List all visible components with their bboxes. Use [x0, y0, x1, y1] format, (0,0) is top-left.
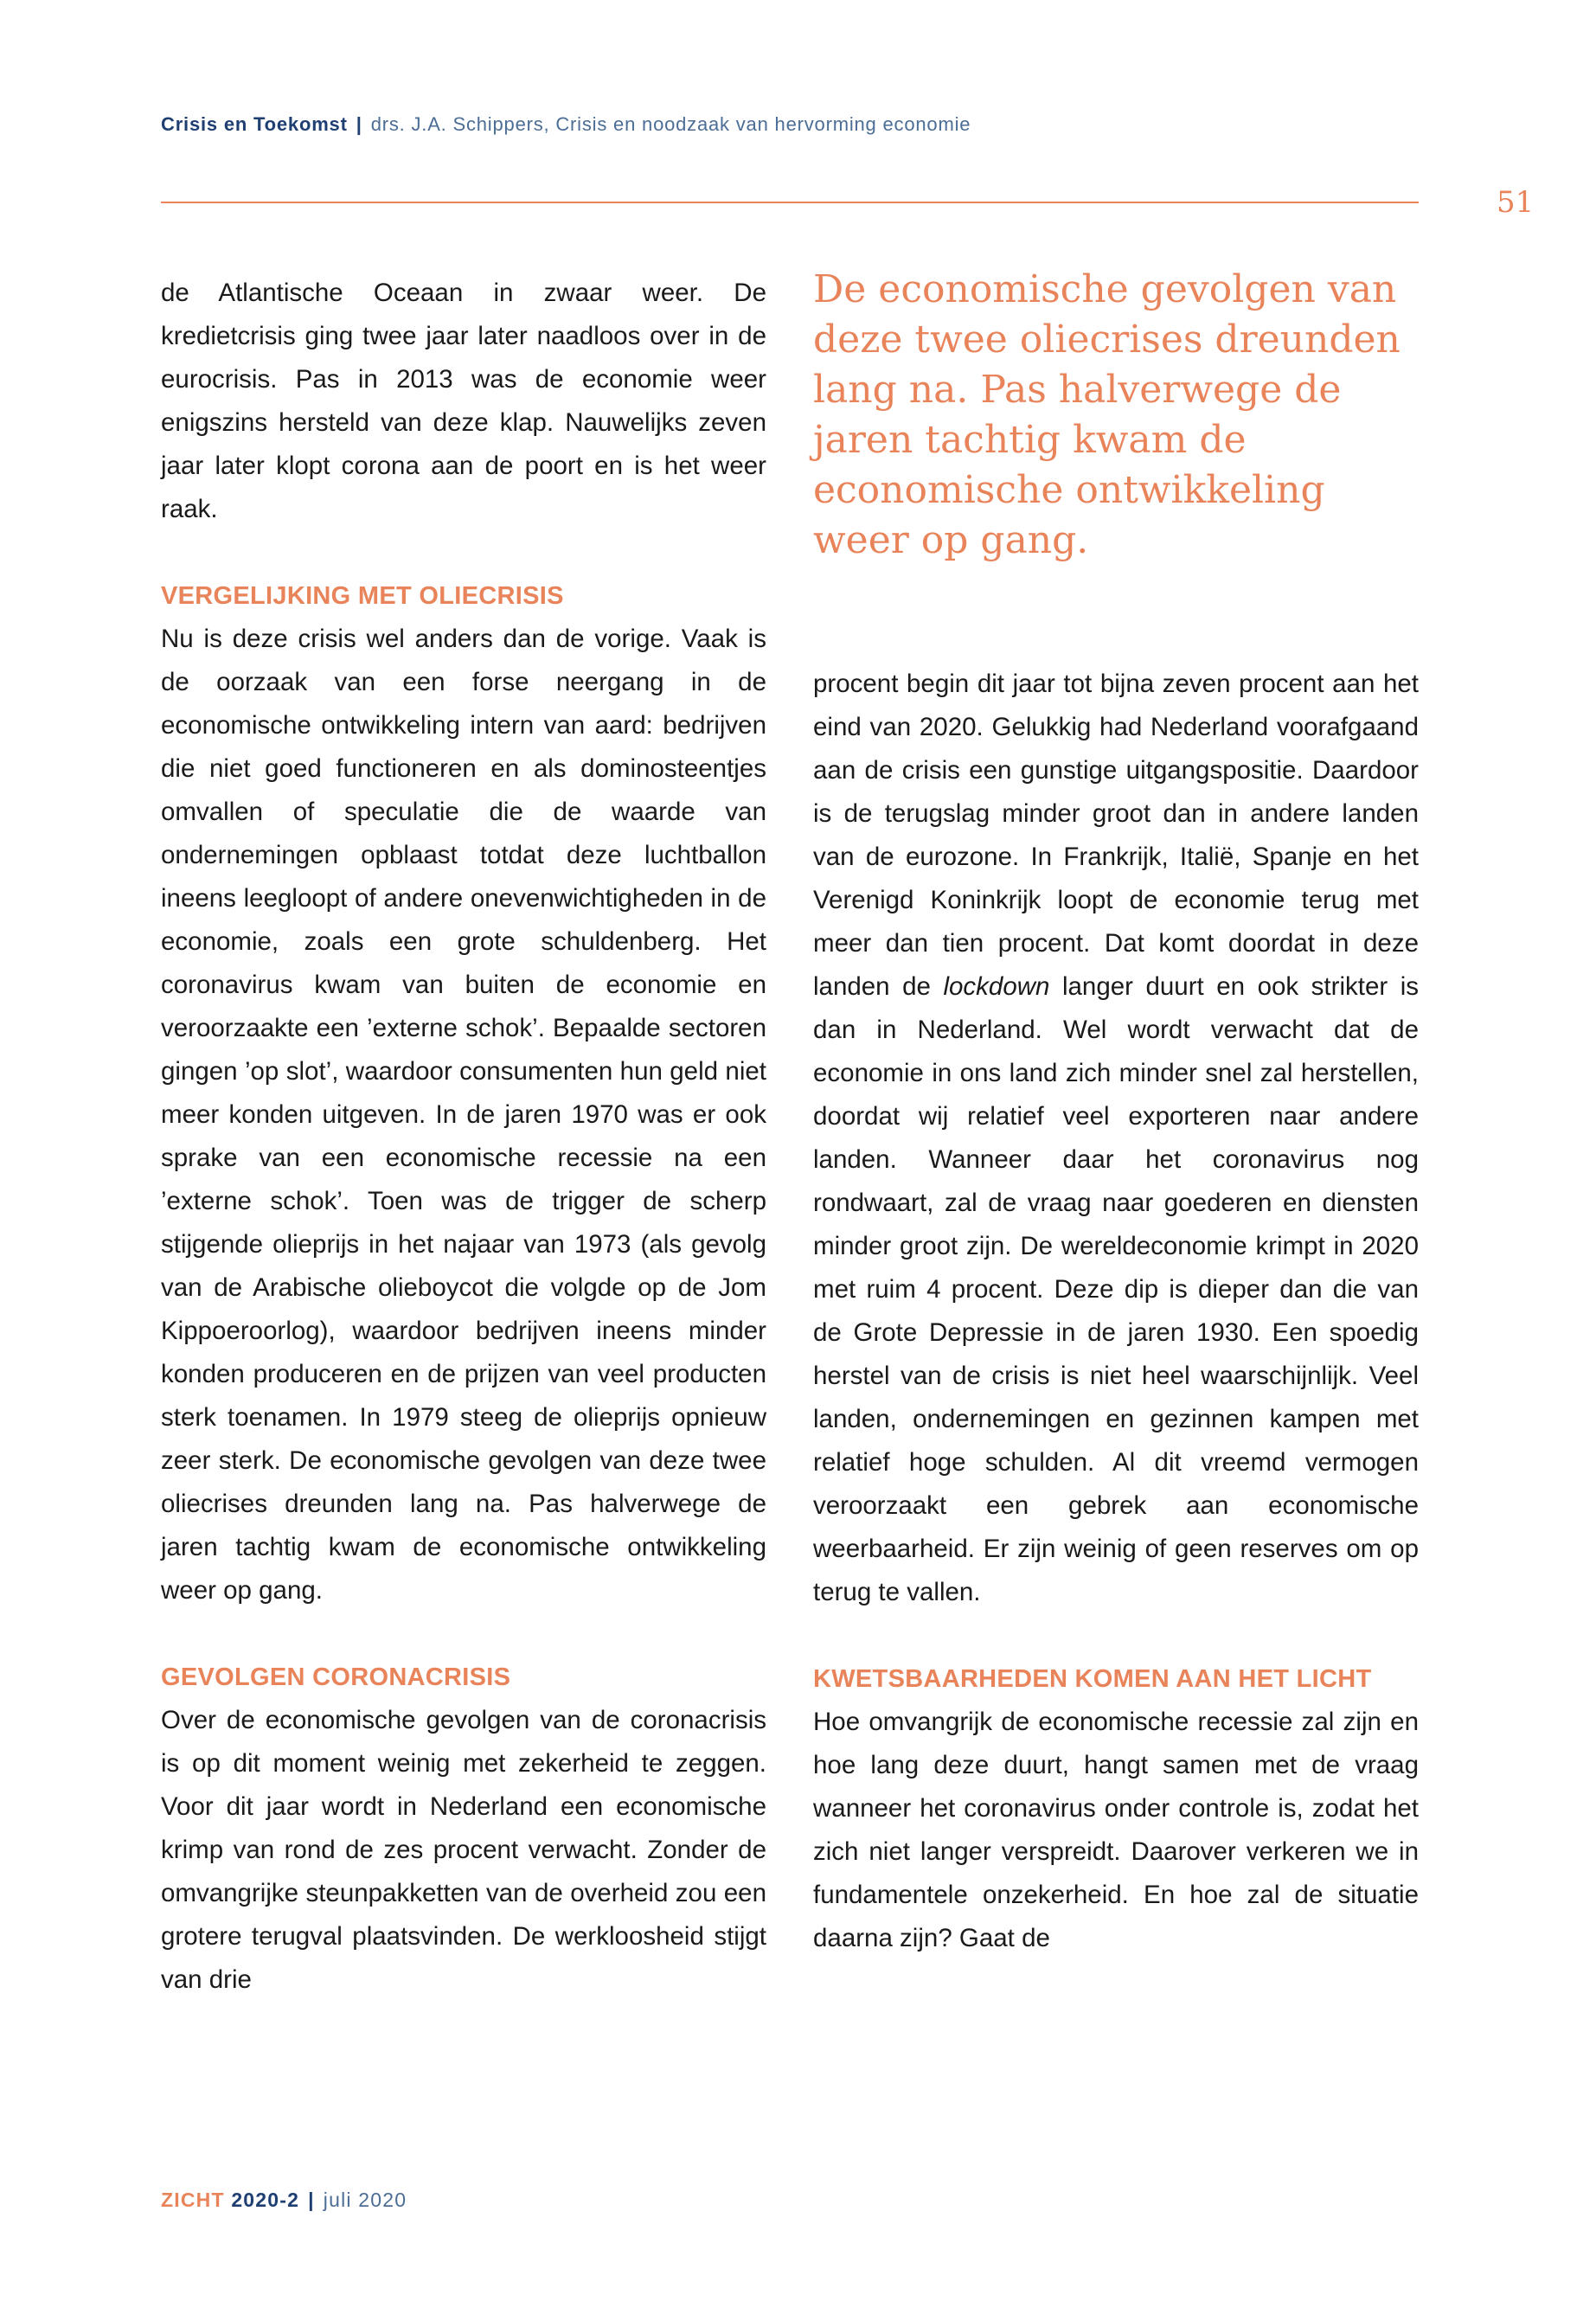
- footer-date: juli 2020: [323, 2189, 407, 2211]
- paragraph-spacer: [161, 1612, 766, 1656]
- pull-quote: De economische gevolgen van deze twee oliecrises dreunden lang na. Pas halverwege de jaren tachtig kwam de economische ontwikkeling weer op gang.: [813, 267, 1401, 562]
- header-article-title: drs. J.A. Schippers, Crisis en noodzaak van hervorming economie: [370, 113, 971, 135]
- footer-magazine-name: ZICHT: [161, 2189, 225, 2211]
- left-column: [161, 272, 766, 2002]
- paragraph-spacer: [813, 1614, 1419, 1657]
- left-intro-paragraph: de Atlantische Oceaan in zwaar weer. De kredietcrisis ging twee jaar later naadloos over in de eurocrisis. Pas in 2013 was de economie weer enigszins hersteld van deze klap. Nauwelijks zeven jaar later klopt corona aan de poort en is het weer raak.: [161, 279, 766, 523]
- right-paragraph-text-before: procent begin dit jaar tot bijna zeven procent aan het eind van 2020. Gelukkig had Nederland voorafgaand aan de crisis een gunstige uitgangspositie. Daardoor is de terugslag minder groot dan in andere landen van de eurozone. In Frankrijk, Italië, Spanje en het Verenigd Koninkrijk loopt de economie terug met meer dan tien procent. Dat komt doordat in deze landen de: [813, 670, 1419, 1001]
- section-heading-oliecrisis: VERGELIJKING MET OLIECRISIS: [161, 582, 564, 610]
- section-heading-kwetsbaarheden: KWETSBAARHEDEN KOMEN AAN HET LICHT: [813, 1665, 1372, 1693]
- left-paragraph-coronacrisis: Over de economische gevolgen van de coronacrisis is op dit moment weinig met zekerheid te zeggen. Voor dit jaar wordt in Nederland een economische krimp van rond de zes procent verwacht. Zonder de omvangrijke steunpakketten van de overheid zou een grotere terugval plaatsvinden. De werkloosheid stijgt van drie: [161, 1706, 766, 1994]
- italic-term-lockdown: lockdown: [943, 972, 1050, 1001]
- paragraph-spacer: [161, 531, 766, 574]
- footer-separator: |: [308, 2189, 315, 2211]
- running-header: [161, 113, 971, 136]
- header-rule: [161, 202, 1419, 203]
- running-footer: [161, 2189, 407, 2212]
- right-paragraph-kwetsbaarheden: Hoe omvangrijk de economische recessie zal zijn en hoe lang deze duurt, hangt samen met de vraag wanneer het coronavirus onder controle is, zodat het zich niet langer verspreidt. Daarover verkeren we in fundamentele onzekerheid. En hoe zal de situatie daarna zijn? Gaat de: [813, 1708, 1419, 1952]
- right-column: [813, 663, 1419, 1960]
- right-paragraph-continuation: [813, 663, 1419, 1614]
- footer-issue-number: 2020-2: [231, 2189, 300, 2211]
- section-heading-coronacrisis: GEVOLGEN CORONACRISIS: [161, 1663, 511, 1691]
- page-number: 51: [1497, 185, 1535, 220]
- left-paragraph-oliecrisis: Nu is deze crisis wel anders dan de vorige. Vaak is de oorzaak van een forse neergang in de economische ontwikkeling intern van aard: bedrijven die niet goed functioneren en als dominosteentjes omvallen of speculatie die de waarde van ondernemingen opblaast totdat deze luchtballon ineens leegloopt of andere onevenwichtigheden in de economie, zoals een grote schuldenberg. Het coronavirus kwam van buiten de economie en veroorzaakte een ’externe schok’. Bepaalde sectoren gingen ’op slot’, waardoor consumenten hun geld niet meer konden uitgeven. In de jaren 1970 was er ook sprake van een economische recessie na een ’externe schok’. Toen was de trigger de scherp stijgende olieprijs in het najaar van 1973 (als gevolg van de Arabische olieboycot die volgde op de Jom Kippoeroorlog), waardoor bedrijven ineens minder konden produceren en de prijzen van veel producten sterk toenamen. In 1979 steeg de olieprijs opnieuw zeer sterk. De economische gevolgen van deze twee oliecrises dreunden lang na. Pas halverwege de jaren tachtig kwam de economische ontwikkeling weer op gang.: [161, 625, 766, 1605]
- right-paragraph-text-after: langer duurt en ook strikter is dan in Nederland. Wel wordt verwacht dat de economie in ons land zich minder snel zal herstellen, doordat wij relatief veel exporteren naar andere landen. Wanneer daar het coronavirus nog rondwaart, zal de vraag naar goederen en diensten minder groot zijn. De wereldeconomie krimpt in 2020 met ruim 4 procent. Deze dip is dieper dan die van de Grote Depressie in de jaren 1930. Een spoedig herstel van de crisis is niet heel waarschijnlijk. Veel landen, ondernemingen en gezinnen kampen met relatief hoge schulden. Al dit vreemd vermogen veroorzaakt een gebrek aan economische weerbaarheid. Er zijn weinig of geen reserves om op terug te vallen.: [813, 972, 1419, 1606]
- header-journal-title: Crisis en Toekomst: [161, 113, 348, 135]
- header-separator: |: [356, 113, 362, 135]
